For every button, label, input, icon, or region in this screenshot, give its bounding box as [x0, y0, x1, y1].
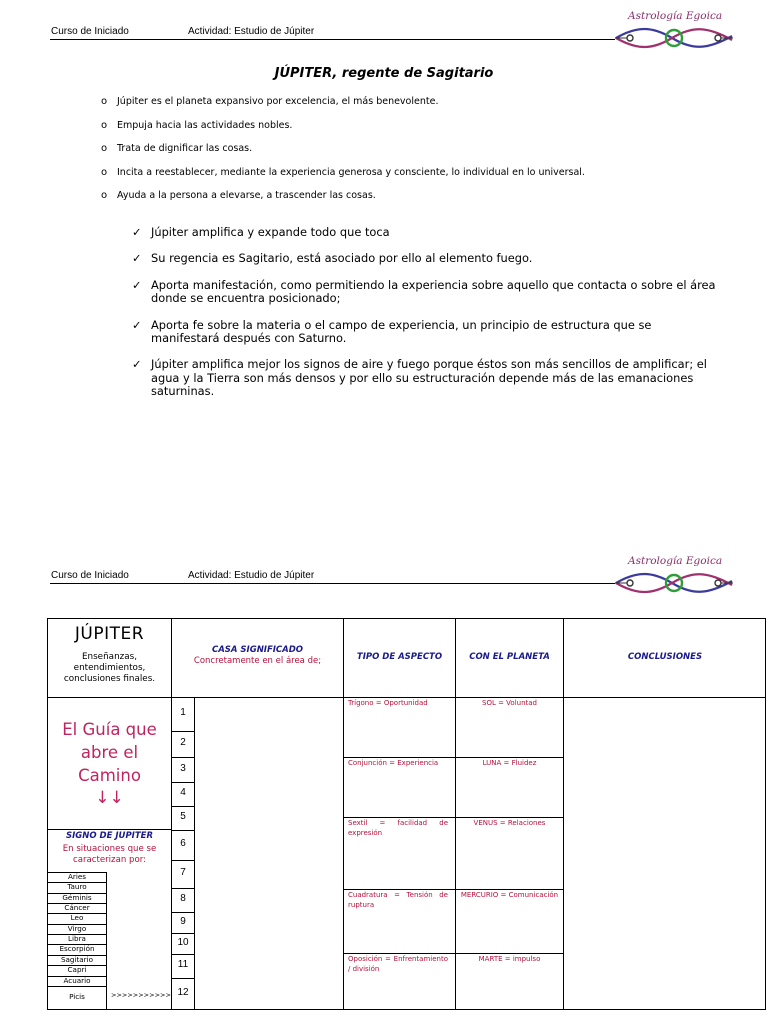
sign-cáncer: Cáncer — [64, 903, 90, 913]
check-icon: ✓ — [132, 277, 142, 292]
house-row-line — [172, 912, 194, 913]
house-8: 8 — [180, 893, 186, 904]
house-row-line — [172, 757, 194, 758]
course-label: Curso de Iniciado — [51, 26, 129, 37]
house-row-line — [172, 954, 194, 955]
sign-acuario: Acuario — [63, 975, 91, 985]
house-row-line — [172, 978, 194, 979]
bullet-icon: o — [101, 143, 108, 155]
guide-text: El Guía que abre el Camino — [62, 720, 157, 785]
house-1: 1 — [180, 707, 186, 718]
guide-arrows-icon: ↓↓ — [95, 788, 124, 808]
check-icon: ✓ — [132, 357, 142, 372]
check-text: Aporta manifestación, como permitiendo la experiencia sobre aquello que contacta o sobre el área donde se encuentra posicionado; — [151, 277, 716, 306]
bullet-icon: o — [101, 166, 108, 178]
table-divider — [106, 872, 107, 1010]
sign-tauro: Tauro — [67, 882, 87, 892]
activity-label: Actividad: Estudio de Júpiter — [188, 26, 315, 37]
sign-row-line — [48, 872, 106, 873]
header-rule — [50, 583, 615, 584]
logo — [612, 553, 737, 597]
signo-sub: En situaciones que se caracterizan por: — [62, 844, 157, 865]
house-row-line — [172, 806, 194, 807]
house-row-line — [172, 830, 194, 831]
guide-block — [48, 718, 171, 810]
house-4: 4 — [180, 787, 186, 798]
sign-row-line — [48, 893, 106, 894]
conclusiones-header: CONCLUSIONES — [627, 652, 703, 662]
aspect-row-line — [344, 953, 563, 954]
sign-row-line — [48, 955, 106, 956]
aspect-text: Oposición = Enfrentamiento / división — [348, 955, 448, 973]
sign-row-line — [48, 903, 106, 904]
bullet-text: Empuja hacia las actividades nobles. — [117, 119, 293, 131]
casa-header-label: CASA SIGNIFICADO — [211, 645, 304, 655]
list-item — [132, 226, 722, 239]
bullet-list — [100, 96, 585, 214]
house-row-line — [172, 731, 194, 732]
check-list — [132, 226, 722, 412]
check-text: Júpiter amplifica y expande todo que toca — [151, 225, 390, 239]
list-item — [100, 167, 585, 191]
signo-block — [48, 831, 171, 865]
check-icon: ✓ — [132, 317, 142, 332]
check-icon: ✓ — [132, 225, 142, 239]
check-text: Su regencia es Sagitario, está asociado por ello al elemento fuego. — [151, 251, 533, 266]
sign-escorpión: Escorpión — [59, 944, 95, 954]
bullet-icon: o — [101, 119, 108, 131]
table-divider — [563, 618, 564, 1010]
table-divider — [343, 618, 344, 1010]
sign-row-line — [48, 924, 106, 925]
list-item — [100, 120, 585, 144]
bullet-text: Júpiter es el planeta expansivo por excelencia, el más benevolente. — [117, 96, 439, 107]
course-label: Curso de Iniciado — [51, 570, 129, 581]
house-9: 9 — [180, 915, 186, 927]
aspect-row-line — [344, 757, 563, 758]
sign-libra: Libra — [68, 934, 86, 944]
logo-text: Astrología Egoica — [628, 555, 723, 567]
house-row-line — [172, 888, 194, 889]
table-divider — [455, 618, 456, 1010]
planet-text: VENUS = Relaciones — [473, 819, 546, 827]
sign-géminis: Géminis — [62, 892, 92, 902]
bullet-icon: o — [101, 190, 108, 202]
planet-text: LUNA = Fluidez — [482, 759, 537, 767]
list-item — [132, 358, 722, 398]
house-7: 7 — [180, 867, 186, 878]
aspect-text: Cuadratura = Tensión de ruptura — [348, 891, 448, 909]
list-item — [132, 252, 722, 265]
jupiter-title: JÚPITER — [74, 624, 145, 644]
sign-picis: Picis — [69, 991, 85, 1001]
house-3: 3 — [180, 762, 186, 774]
bullet-text: Incita a reestablecer, mediante la experiencia generosa y consciente, lo individual en lo universal. — [117, 166, 585, 178]
sign-row-line — [48, 913, 106, 914]
table-divider — [47, 829, 171, 830]
picis-arrows: >>>>>>>>>>> — [111, 991, 171, 999]
logo-emblem-icon — [612, 22, 737, 52]
signo-header: SIGNO DE JUPITER — [66, 831, 153, 841]
sign-sagitario: Sagitario — [60, 954, 94, 964]
house-12: 12 — [177, 986, 189, 998]
logo — [612, 8, 737, 52]
casa-header-sub: Concretamente en el área de; — [193, 656, 322, 666]
list-item — [132, 319, 722, 346]
house-6: 6 — [180, 838, 186, 849]
sign-leo: Leo — [70, 913, 84, 923]
planeta-header: CON EL PLANETA — [469, 652, 550, 662]
aspect-text: Sextil = facilidad de expresión — [348, 819, 448, 837]
house-11: 11 — [177, 959, 189, 970]
casa-header — [172, 645, 343, 667]
sign-row-line — [48, 976, 106, 977]
planet-text: MARTE = impulso — [478, 955, 541, 963]
bullet-icon: o — [101, 96, 108, 107]
check-text: Júpiter amplifica mejor los signos de aire y fuego porque éstos son más sencillos de amplificar; el agua y la Tierra son más densos y por ello su estructuración depende más de las emanaciones saturninas. — [151, 357, 707, 399]
sign-row-line — [48, 986, 106, 987]
list-item — [100, 190, 585, 214]
check-icon: ✓ — [132, 251, 142, 266]
sign-row-line — [48, 882, 106, 883]
planet-text: MERCURIO = Comunicación — [460, 891, 559, 899]
jupiter-header — [48, 624, 171, 685]
sign-capri: Capri — [67, 965, 87, 975]
sign-row-line — [48, 934, 106, 935]
aspect-text: Trígono = Oportunidad — [348, 699, 428, 707]
aspect-text: Conjunción = Experiencia — [348, 759, 439, 767]
house-5: 5 — [180, 811, 186, 822]
aspect-row-line — [344, 817, 563, 818]
page-title: JÚPITER, regente de Sagitario — [274, 66, 494, 81]
logo-emblem-icon — [612, 567, 737, 597]
house-row-line — [172, 860, 194, 861]
bullet-text: Trata de dignificar las cosas. — [117, 143, 253, 155]
aspect-row-line — [344, 889, 563, 890]
header-rule — [50, 39, 615, 40]
sign-row-line — [48, 944, 106, 945]
jupiter-subtitle: Enseñanzas, entendimientos, conclusiones finales. — [63, 652, 156, 684]
list-item — [132, 279, 722, 306]
house-10: 10 — [177, 936, 189, 948]
house-row-line — [172, 933, 194, 934]
planet-text: SOL = Voluntad — [482, 699, 537, 707]
sign-virgo: Virgo — [67, 923, 87, 933]
house-2: 2 — [180, 737, 186, 748]
list-item — [100, 143, 585, 167]
aspecto-header: TIPO DE ASPECTO — [356, 652, 443, 662]
sign-row-line — [48, 965, 106, 966]
logo-text: Astrología Egoica — [628, 10, 723, 22]
activity-label: Actividad: Estudio de Júpiter — [188, 570, 315, 581]
bullet-text: Ayuda a la persona a elevarse, a trascender las cosas. — [117, 190, 376, 202]
sign-aries: Aries — [67, 872, 87, 881]
table-divider — [194, 697, 195, 1010]
list-item — [100, 96, 585, 120]
check-text: Aporta fe sobre la materia o el campo de experiencia, un principio de estructura que se manifestará después con Saturno. — [151, 317, 652, 346]
house-row-line — [172, 782, 194, 783]
